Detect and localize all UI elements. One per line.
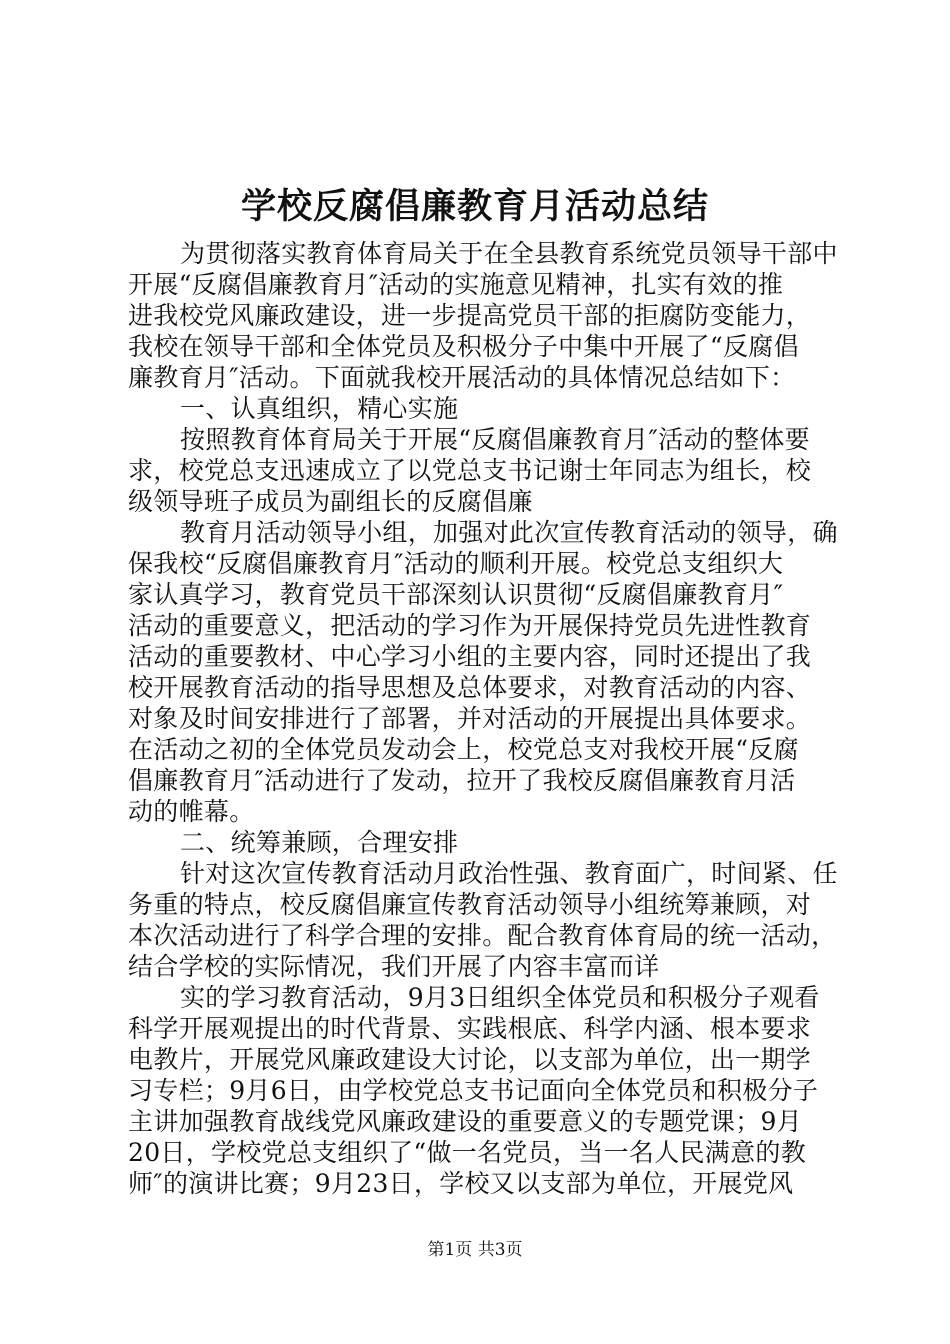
text-line: 开展“反腐倡廉教育月″活动的实施意见精神，扎实有效的推 (128, 270, 784, 299)
text-line: 二、统筹兼顾，合理安排 (180, 828, 459, 857)
text-line: 为贯彻落实教育体育局关于在全县教育系统党员领导干部中 (180, 239, 838, 268)
text-line: 校开展教育活动的指导思想及总体要求，对教育活动的内容、 (128, 673, 812, 702)
text-line: 教育月活动领导小组，加强对此次宣传教育活动的领导，确 (180, 518, 838, 547)
text-line: 一、认真组织，精心实施 (180, 394, 459, 423)
text-line: 活动的重要教材、中心学习小组的主要内容，同时还提出了我 (128, 642, 812, 671)
text-line: 20日，学校党总支组织了“做一名党员，当一名人民满意的教 (128, 1138, 806, 1167)
text-line: 结合学校的实际情况，我们开展了内容丰富而详 (128, 952, 660, 981)
text-line: 主讲加强教育战线党风廉政建设的重要意义的专题党课；9月 (128, 1107, 803, 1136)
text-line: 进我校党风廉政建设，进一步提高党员干部的拒腐防变能力， (128, 301, 812, 330)
text-line: 保我校“反腐倡廉教育月″活动的顺利开展。校党总支组织大 (128, 549, 784, 578)
text-line: 本次活动进行了科学合理的安排。配合教育体育局的统一活动， (128, 921, 837, 950)
page-footer: 第1页 共3页 (427, 1240, 523, 1260)
document-body (128, 238, 836, 1199)
text-line: 习专栏；9月6日，由学校党总支书记面向全体党员和积极分子 (128, 1076, 819, 1105)
text-line: 活动的重要意义，把活动的学习作为开展保持党员先进性教育 (128, 611, 812, 640)
text-line: 倡廉教育月″活动进行了发动，拉开了我校反腐倡廉教育月活 (128, 766, 796, 795)
document-title: 学校反腐倡廉教育月活动总结 (240, 186, 709, 227)
text-line: 家认真学习，教育党员干部深刻认识贯彻“反腐倡廉教育月″ (128, 580, 784, 609)
text-line: 动的帷幕。 (128, 797, 255, 826)
text-line: 在活动之初的全体党员发动会上，校党总支对我校开展“反腐 (128, 735, 799, 764)
text-line: 电教片，开展党风廉政建设大讨论，以支部为单位，出一期学 (128, 1045, 812, 1074)
text-line: 科学开展观提出的时代背景、实践根底、科学内涵、根本要求 (128, 1014, 812, 1043)
text-line: 对象及时间安排进行了部署，并对活动的开展提出具体要求。 (128, 704, 812, 733)
text-line: 廉教育月″活动。下面就我校开展活动的具体情况总结如下： (128, 363, 796, 392)
text-line: 师″的演讲比赛；9月23日，学校又以支部为单位，开展党风 (128, 1169, 794, 1198)
text-line: 求，校党总支迅速成立了以党总支书记谢士年同志为组长，校 (128, 456, 812, 485)
text-line: 务重的特点，校反腐倡廉宣传教育活动领导小组统筹兼顾，对 (128, 890, 812, 919)
text-line: 按照教育体育局关于开展“反腐倡廉教育月″活动的整体要 (180, 425, 810, 454)
text-line: 我校在领导干部和全体党员及积极分子中集中开展了“反腐倡 (128, 332, 799, 361)
text-line: 针对这次宣传教育活动月政治性强、教育面广，时间紧、任 (180, 859, 838, 888)
text-line: 实的学习教育活动，9月3日组织全体党员和积极分子观看 (180, 983, 820, 1012)
text-line: 级领导班子成员为副组长的反腐倡廉 (128, 487, 533, 516)
